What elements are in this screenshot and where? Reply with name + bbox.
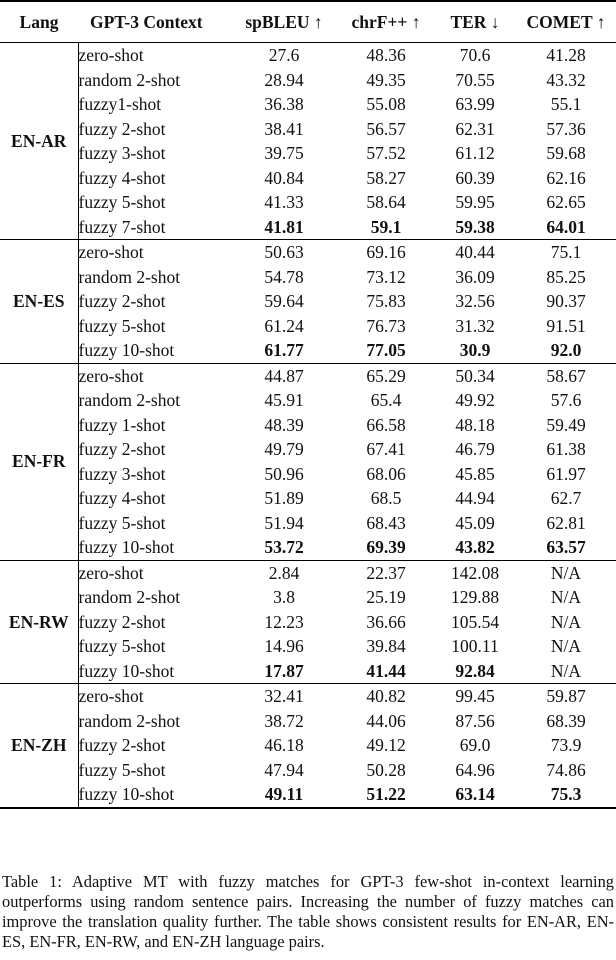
context-cell: fuzzy 4-shot	[78, 167, 166, 188]
spbleu-cell: 38.41	[264, 118, 304, 139]
ter-cell: 63.14	[455, 784, 495, 804]
ter-cell: 45.85	[455, 463, 495, 484]
table-row	[0, 782, 616, 808]
ter-cell: 59.38	[455, 216, 495, 237]
comet-cell: 62.65	[546, 192, 586, 212]
context-cell: fuzzy 2-shot	[78, 611, 166, 632]
chrf-cell: 25.19	[366, 587, 406, 607]
spbleu-cell: 50.96	[264, 463, 304, 484]
comet-cell: N/A	[550, 562, 582, 583]
table-row	[0, 388, 616, 413]
spbleu-cell: 61.77	[264, 340, 304, 360]
spbleu-cell: 2.84	[268, 562, 300, 583]
ter-cell: 62.31	[455, 118, 495, 139]
spbleu-cell: 14.96	[264, 636, 304, 656]
comet-cell: N/A	[550, 660, 582, 681]
comet-cell: 91.51	[546, 315, 586, 336]
table-row	[0, 733, 616, 758]
context-cell: random 2-shot	[78, 266, 181, 287]
spbleu-cell: 27.6	[268, 45, 300, 65]
comet-cell: 74.86	[546, 759, 586, 780]
context-cell: fuzzy 1-shot	[78, 414, 166, 435]
ter-cell: 44.94	[455, 488, 495, 508]
comet-cell: 59.49	[546, 414, 586, 435]
table-row	[0, 758, 616, 783]
table-row	[0, 437, 616, 462]
ter-cell: 32.56	[455, 291, 495, 311]
chrf-cell: 56.57	[366, 118, 406, 139]
ter-cell: 105.54	[450, 611, 500, 632]
table-header	[0, 1, 616, 43]
comet-cell: 62.16	[546, 167, 586, 188]
table-row	[0, 215, 616, 240]
ter-cell: 30.9	[459, 340, 491, 360]
spbleu-cell: 61.24	[264, 315, 304, 336]
table-row	[0, 117, 616, 142]
comet-cell: 92.0	[550, 340, 582, 360]
comet-cell: 58.67	[546, 365, 586, 386]
table-row	[0, 289, 616, 314]
context-cell: zero-shot	[78, 45, 144, 65]
chrf-cell: 51.22	[366, 784, 406, 804]
ter-cell: 100.11	[451, 636, 499, 656]
header-spbleu: spBLEU ↑	[230, 1, 338, 43]
context-cell: fuzzy 4-shot	[78, 488, 166, 508]
comet-cell: 57.36	[546, 118, 586, 139]
lang-group-en-fr	[0, 363, 616, 560]
context-cell: zero-shot	[78, 242, 144, 262]
spbleu-cell: 38.72	[264, 710, 304, 731]
table-row	[0, 535, 616, 560]
table-row	[0, 363, 616, 388]
chrf-cell: 66.58	[366, 414, 406, 435]
table-caption: Table 1: Adaptive MT with fuzzy matches for GPT-3 few-shot in-context learning outperforms using random sentence pairs. Increasing the number of fuzzy matches can improve the translation quality further. The table shows consistent results for EN-AR, EN-ES, EN-FR, EN-RW, and EN-ZH language pairs.	[2, 872, 614, 951]
lang-cell: EN-ZH	[0, 684, 78, 808]
chrf-cell: 50.28	[366, 759, 406, 780]
ter-cell: 69.0	[459, 735, 491, 755]
context-cell: fuzzy 10-shot	[78, 660, 175, 681]
spbleu-cell: 51.89	[264, 488, 304, 508]
comet-cell: N/A	[550, 587, 582, 607]
comet-cell: 75.1	[550, 242, 582, 262]
spbleu-cell: 49.11	[264, 784, 304, 804]
ter-cell: 70.55	[455, 69, 495, 90]
chrf-cell: 48.36	[366, 45, 406, 65]
lang-cell: EN-ES	[0, 240, 78, 364]
spbleu-cell: 53.72	[264, 537, 304, 557]
table-row	[0, 585, 616, 610]
comet-cell: 68.39	[546, 710, 586, 731]
ter-cell: 70.6	[459, 45, 491, 65]
spbleu-cell: 48.39	[264, 414, 304, 435]
chrf-cell: 76.73	[366, 315, 406, 336]
context-cell: random 2-shot	[78, 69, 181, 90]
table-row	[0, 462, 616, 487]
chrf-cell: 69.39	[366, 537, 406, 557]
comet-cell: 43.32	[546, 69, 586, 90]
chrf-cell: 67.41	[366, 439, 406, 459]
context-cell: zero-shot	[78, 686, 144, 706]
table-row	[0, 610, 616, 635]
context-cell: zero-shot	[78, 365, 144, 386]
chrf-cell: 68.5	[370, 488, 402, 508]
context-cell: fuzzy 5-shot	[78, 636, 166, 656]
table-row	[0, 511, 616, 536]
ter-cell: 48.18	[455, 414, 495, 435]
table-row	[0, 43, 616, 68]
ter-cell: 43.82	[455, 537, 495, 557]
table-row	[0, 314, 616, 339]
comet-cell: 63.57	[546, 537, 586, 557]
comet-cell: 61.97	[546, 463, 586, 484]
spbleu-cell: 51.94	[264, 512, 304, 533]
spbleu-cell: 50.63	[264, 242, 304, 262]
chrf-cell: 58.64	[366, 192, 406, 212]
table-row	[0, 659, 616, 684]
chrf-cell: 39.84	[366, 636, 406, 656]
ter-cell: 59.95	[455, 192, 495, 212]
chrf-cell: 59.1	[370, 216, 402, 237]
context-cell: fuzzy 10-shot	[78, 784, 175, 804]
table-row	[0, 338, 616, 363]
chrf-cell: 44.06	[366, 710, 406, 731]
chrf-cell: 57.52	[366, 143, 406, 163]
comet-cell: 59.87	[546, 686, 586, 706]
comet-cell: 62.7	[550, 488, 582, 508]
comet-cell: 75.3	[550, 784, 582, 804]
ter-cell: 99.45	[455, 686, 495, 706]
header-lang: Lang	[0, 1, 78, 43]
comet-cell: 57.6	[550, 390, 582, 410]
context-cell: fuzzy 3-shot	[78, 463, 166, 484]
ter-cell: 92.84	[455, 660, 495, 681]
table-row	[0, 240, 616, 265]
context-cell: zero-shot	[78, 562, 144, 583]
chrf-cell: 69.16	[366, 242, 406, 262]
ter-cell: 45.09	[455, 512, 495, 533]
comet-cell: 64.01	[546, 216, 586, 237]
comet-cell: 55.1	[550, 94, 582, 114]
lang-group-en-es	[0, 240, 616, 364]
header-ter: TER ↓	[434, 1, 516, 43]
comet-cell: 62.81	[546, 512, 586, 533]
ter-cell: 46.79	[455, 439, 495, 459]
table-row	[0, 684, 616, 709]
spbleu-cell: 46.18	[264, 735, 304, 755]
table-row	[0, 68, 616, 93]
comet-cell: 61.38	[546, 439, 586, 459]
ter-cell: 61.12	[455, 143, 495, 163]
comet-cell: 85.25	[546, 266, 586, 287]
table-row	[0, 413, 616, 438]
context-cell: fuzzy 5-shot	[78, 192, 166, 212]
lang-cell: EN-RW	[0, 560, 78, 684]
spbleu-cell: 59.64	[264, 291, 304, 311]
spbleu-cell: 44.87	[264, 365, 304, 386]
comet-cell: N/A	[550, 611, 582, 632]
chrf-cell: 65.4	[370, 390, 402, 410]
chrf-cell: 73.12	[366, 266, 406, 287]
ter-cell: 129.88	[450, 587, 500, 607]
context-cell: fuzzy 10-shot	[78, 537, 175, 557]
table-row	[0, 166, 616, 191]
chrf-cell: 77.05	[366, 340, 406, 360]
spbleu-cell: 49.79	[264, 439, 304, 459]
chrf-cell: 58.27	[366, 167, 406, 188]
context-cell: fuzzy 5-shot	[78, 512, 166, 533]
ter-cell: 87.56	[455, 710, 495, 731]
lang-group-en-zh	[0, 684, 616, 808]
context-cell: fuzzy 3-shot	[78, 143, 166, 163]
context-cell: fuzzy 2-shot	[78, 439, 166, 459]
context-cell: fuzzy 2-shot	[78, 291, 166, 311]
spbleu-cell: 40.84	[264, 167, 304, 188]
context-cell: random 2-shot	[78, 390, 181, 410]
ter-cell: 60.39	[455, 167, 495, 188]
spbleu-cell: 28.94	[264, 69, 304, 90]
context-cell: random 2-shot	[78, 587, 181, 607]
spbleu-cell: 12.23	[264, 611, 304, 632]
chrf-cell: 41.44	[366, 660, 406, 681]
chrf-cell: 49.12	[366, 735, 406, 755]
header-chrf: chrF++ ↑	[338, 1, 434, 43]
chrf-cell: 68.43	[366, 512, 406, 533]
context-cell: fuzzy 10-shot	[78, 340, 175, 360]
context-cell: fuzzy1-shot	[78, 94, 162, 114]
table-row	[0, 634, 616, 659]
context-cell: fuzzy 7-shot	[78, 216, 166, 237]
spbleu-cell: 36.38	[264, 94, 304, 114]
context-cell: fuzzy 5-shot	[78, 315, 166, 336]
context-cell: fuzzy 2-shot	[78, 118, 166, 139]
chrf-cell: 40.82	[366, 686, 406, 706]
chrf-cell: 65.29	[366, 365, 406, 386]
spbleu-cell: 32.41	[264, 686, 304, 706]
header-context: GPT-3 Context	[78, 1, 230, 43]
chrf-cell: 68.06	[366, 463, 406, 484]
ter-cell: 50.34	[455, 365, 495, 386]
chrf-cell: 22.37	[366, 562, 406, 583]
lang-group-en-rw	[0, 560, 616, 684]
ter-cell: 31.32	[455, 315, 495, 336]
ter-cell: 36.09	[455, 266, 495, 287]
table-row	[0, 190, 616, 215]
table-row	[0, 265, 616, 290]
header-comet: COMET ↑	[516, 1, 616, 43]
spbleu-cell: 41.81	[264, 216, 304, 237]
chrf-cell: 36.66	[366, 611, 406, 632]
table-row	[0, 486, 616, 511]
ter-cell: 49.92	[455, 390, 495, 410]
table-row	[0, 92, 616, 117]
comet-cell: 59.68	[546, 143, 586, 163]
chrf-cell: 75.83	[366, 291, 406, 311]
table-row	[0, 709, 616, 734]
context-cell: fuzzy 5-shot	[78, 759, 166, 780]
comet-cell: 90.37	[546, 291, 586, 311]
ter-cell: 64.96	[455, 759, 495, 780]
comet-cell: N/A	[550, 636, 582, 656]
spbleu-cell: 41.33	[264, 192, 304, 212]
chrf-cell: 55.08	[366, 94, 406, 114]
spbleu-cell: 54.78	[264, 266, 304, 287]
lang-cell: EN-FR	[0, 363, 78, 560]
lang-cell: EN-AR	[0, 43, 78, 240]
comet-cell: 73.9	[550, 735, 582, 755]
ter-cell: 142.08	[450, 562, 500, 583]
lang-group-en-ar	[0, 43, 616, 240]
spbleu-cell: 3.8	[273, 587, 295, 607]
ter-cell: 40.44	[455, 242, 495, 262]
context-cell: random 2-shot	[78, 710, 181, 731]
spbleu-cell: 39.75	[264, 143, 304, 163]
spbleu-cell: 45.91	[264, 390, 304, 410]
comet-cell: 41.28	[546, 45, 586, 65]
table-row	[0, 141, 616, 166]
table-row	[0, 560, 616, 585]
context-cell: fuzzy 2-shot	[78, 735, 166, 755]
ter-cell: 63.99	[455, 94, 495, 114]
spbleu-cell: 47.94	[264, 759, 304, 780]
chrf-cell: 49.35	[366, 69, 406, 90]
spbleu-cell: 17.87	[264, 660, 304, 681]
